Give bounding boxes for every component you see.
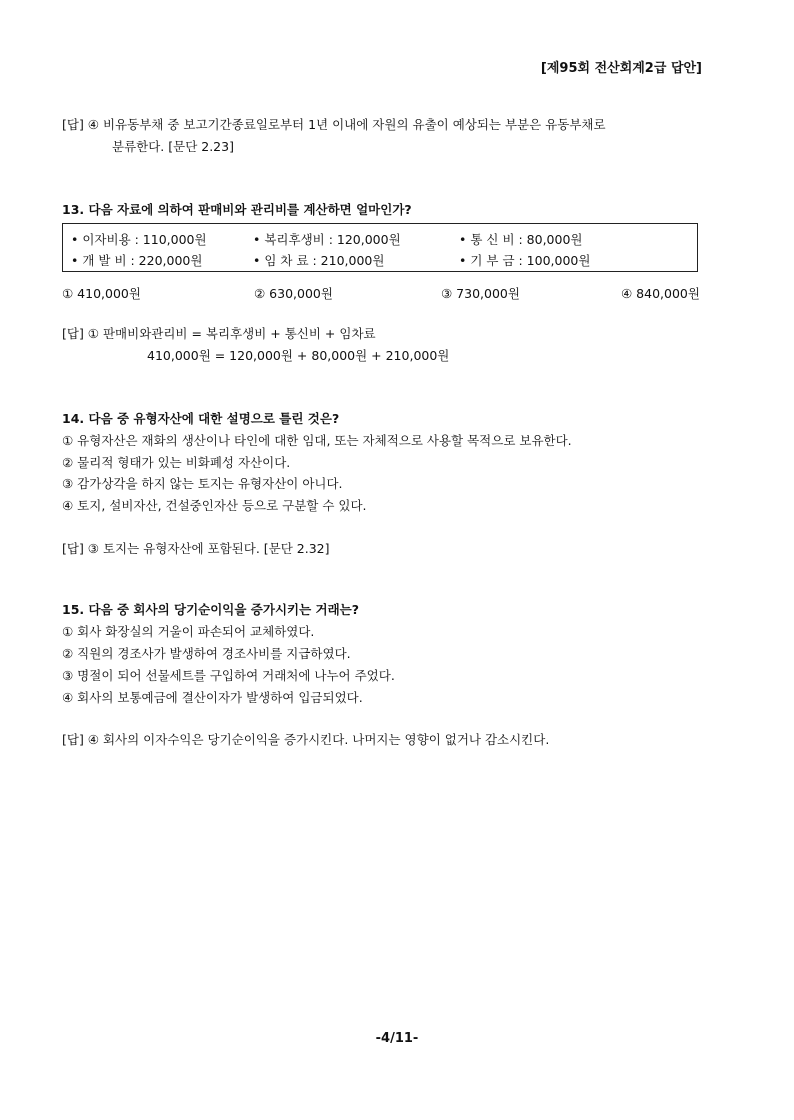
- q13-answer-line2: 410,000원 = 120,000원 + 80,000원 + 210,000원: [147, 348, 450, 363]
- q12-answer-line2: 분류한다. [문단 2.23]: [112, 139, 234, 154]
- q15-answer: [답] ④ 회사의 이자수익은 당기순이익을 증가시킨다. 나머지는 영향이 없거나 감소시킨다.: [62, 732, 550, 747]
- q15-question: 15. 다음 중 회사의 당기순이익을 증가시키는 거래는?: [62, 602, 360, 617]
- data-item-donation: • 기 부 금 : 100,000원: [459, 253, 591, 268]
- data-item-development: • 개 발 비 : 220,000원: [71, 253, 203, 268]
- q13-answer-line1: [답] ① 판매비와관리비 = 복리후생비 + 통신비 + 임차료: [62, 326, 376, 341]
- q13-question: 13. 다음 자료에 의하여 판매비와 관리비를 계산하면 얼마인가?: [62, 202, 412, 217]
- page-number: -4/11-: [375, 1031, 419, 1046]
- data-item-communication: • 통 신 비 : 80,000원: [459, 232, 583, 247]
- q13-data-box: [62, 223, 698, 272]
- data-item-interest: • 이자비용 : 110,000원: [71, 232, 207, 247]
- q15-option-3: ③ 명절이 되어 선물세트를 구입하여 거래처에 나누어 주었다.: [62, 668, 395, 683]
- q14-answer: [답] ③ 토지는 유형자산에 포함된다. [문단 2.32]: [62, 541, 330, 556]
- q13-option-4: ④ 840,000원: [621, 286, 700, 301]
- q15-option-4: ④ 회사의 보통예금에 결산이자가 발생하여 입금되었다.: [62, 690, 363, 705]
- data-item-welfare: • 복리후생비 : 120,000원: [253, 232, 401, 247]
- q14-option-4: ④ 토지, 설비자산, 건설중인자산 등으로 구분할 수 있다.: [62, 498, 367, 513]
- q13-option-1: ① 410,000원: [62, 286, 141, 301]
- data-item-rent: • 임 차 료 : 210,000원: [253, 253, 385, 268]
- q13-option-3: ③ 730,000원: [441, 286, 520, 301]
- q14-option-1: ① 유형자산은 재화의 생산이나 타인에 대한 임대, 또는 자체적으로 사용할 목적으로 보유한다.: [62, 433, 572, 448]
- q15-option-2: ② 직원의 경조사가 발생하여 경조사비를 지급하였다.: [62, 646, 351, 661]
- q14-option-3: ③ 감가상각을 하지 않는 토지는 유형자산이 아니다.: [62, 476, 343, 491]
- q12-answer-line1: [답] ④ 비유동부채 중 보고기간종료일로부터 1년 이내에 자원의 유출이 예상되는 부분은 유동부채로: [62, 117, 606, 132]
- q14-question: 14. 다음 중 유형자산에 대한 설명으로 틀린 것은?: [62, 411, 340, 426]
- q13-option-2: ② 630,000원: [254, 286, 333, 301]
- page-header-title: [제95회 전산회계2급 답안]: [540, 61, 702, 76]
- q14-option-2: ② 물리적 형태가 있는 비화폐성 자산이다.: [62, 455, 291, 470]
- q15-option-1: ① 회사 화장실의 거울이 파손되어 교체하였다.: [62, 624, 315, 639]
